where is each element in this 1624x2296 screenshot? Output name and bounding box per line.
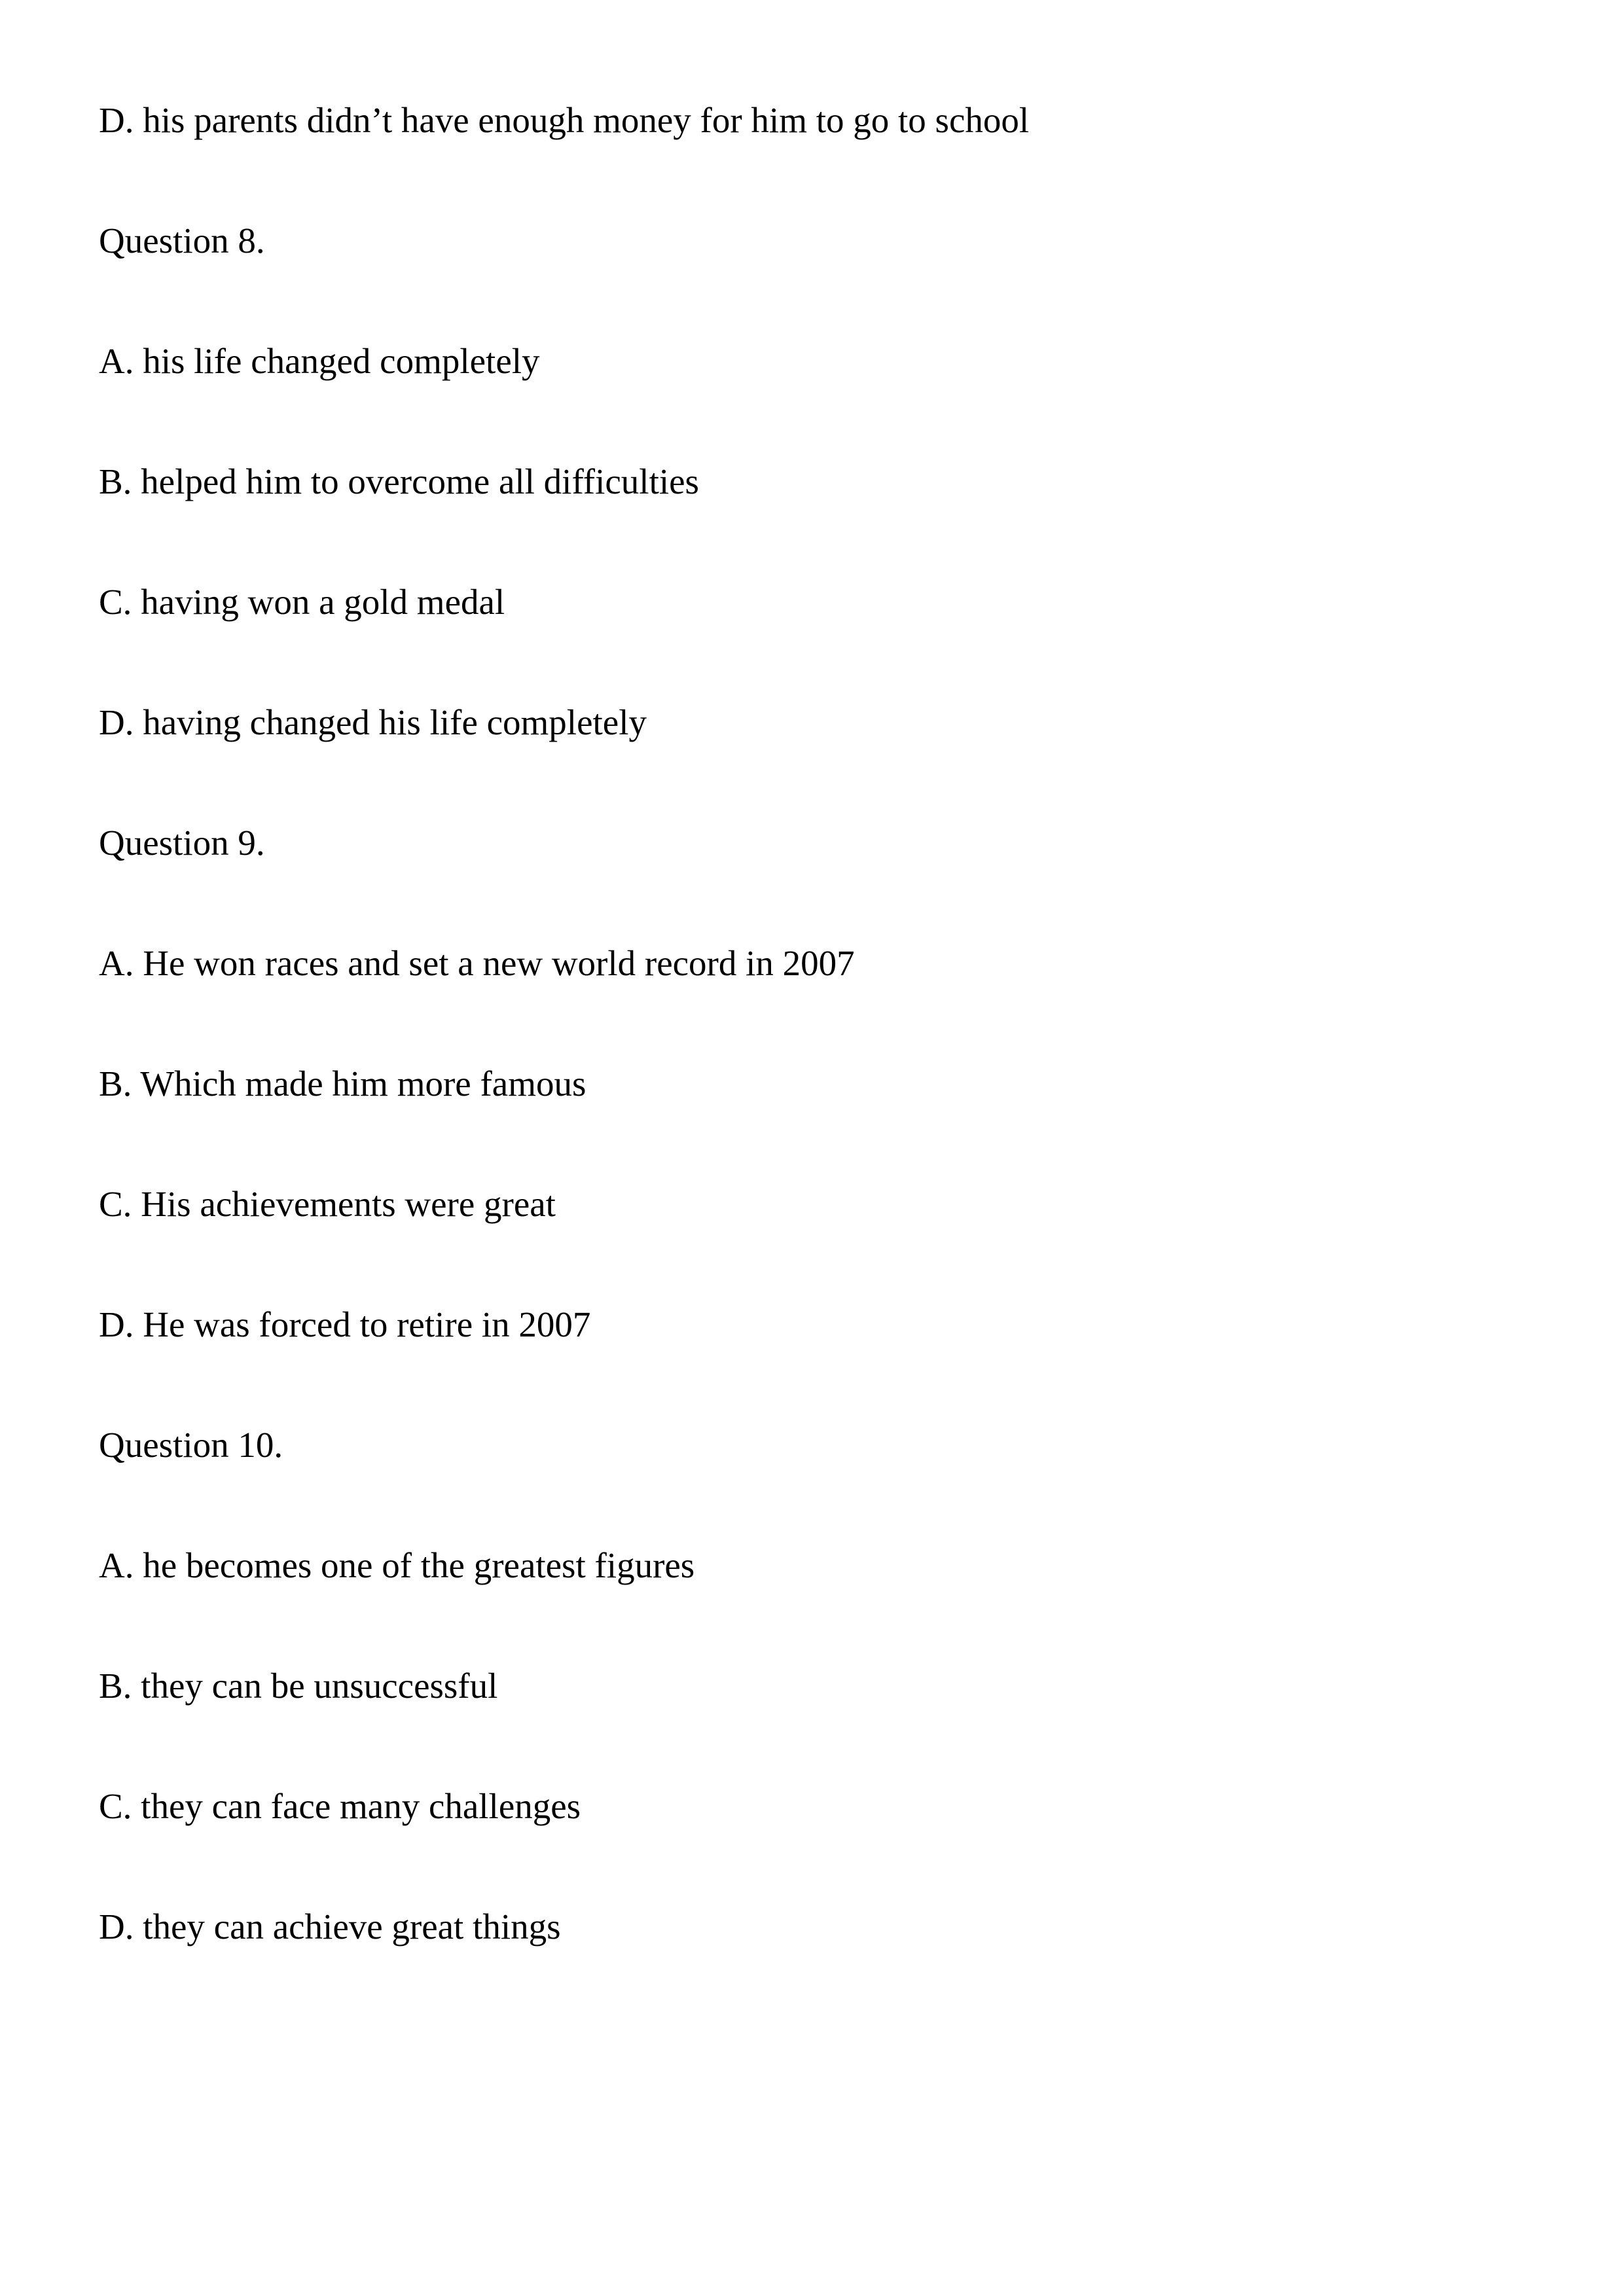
answer-option-10b: B. they can be unsuccessful — [99, 1666, 498, 1706]
question-10-heading: Question 10. — [99, 1425, 283, 1465]
answer-option-9c: C. His achievements were great — [99, 1184, 556, 1224]
answer-option-10c: C. they can face many challenges — [99, 1786, 581, 1826]
answer-option-9b: B. Which made him more famous — [99, 1064, 586, 1103]
answer-option-9d: D. He was forced to retire in 2007 — [99, 1304, 591, 1344]
answer-option-8a: A. his life changed completely — [99, 341, 540, 381]
question-8-heading: Question 8. — [99, 221, 265, 260]
answer-option-8d: D. having changed his life completely — [99, 702, 647, 742]
answer-option-8c: C. having won a gold medal — [99, 582, 505, 622]
question-9-heading: Question 9. — [99, 823, 265, 863]
answer-option-9a: A. He won races and set a new world record in 2007 — [99, 943, 855, 983]
answer-option-10d: D. they can achieve great things — [99, 1907, 561, 1946]
answer-option-7d: D. his parents didn’t have enough money for him to go to school — [99, 100, 1030, 140]
answer-option-8b: B. helped him to overcome all difficulties — [99, 461, 699, 501]
answer-option-10a: A. he becomes one of the greatest figures — [99, 1545, 695, 1585]
